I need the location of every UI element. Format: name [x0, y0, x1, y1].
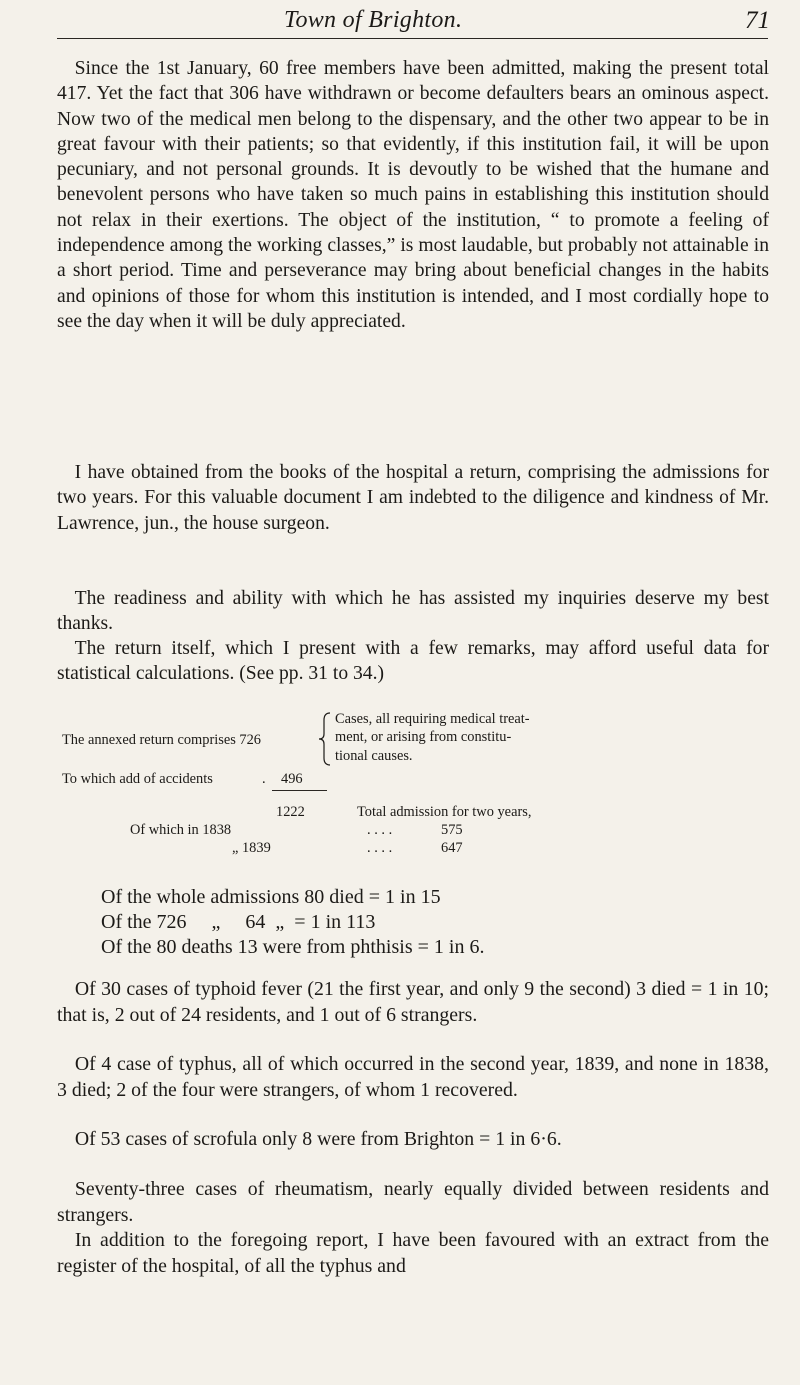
- return-note-line2: ment, or arising from constitu-: [335, 729, 512, 745]
- paragraph-thanks: The readiness and ability with which he has assisted my inquiries deserve my best thanks.: [57, 588, 769, 635]
- paragraph-register-extract: In addition to the foregoing report, I have been favoured with an extract from the register of the hospital, of all the typhus and: [57, 1229, 769, 1277]
- return-1839-value: 647: [441, 840, 463, 856]
- return-total-label: Total admission for two years,: [357, 804, 532, 820]
- return-1838-dots: . . . .: [367, 822, 393, 838]
- sum-rule: [272, 790, 327, 791]
- return-line-accidents-label: To which add of accidents: [62, 771, 213, 787]
- paragraph-return-remarks: The return itself, which I present with a few remarks, may afford useful data for statistical calculations. (See pp. 31 to 34.): [57, 638, 769, 685]
- paragraph-rheumatism: Seventy-three cases of rheumatism, nearly equally divided between residents and strangers.: [57, 1178, 769, 1226]
- page-header: [0, 5, 800, 45]
- paragraph-typhoid: Of 30 cases of typhoid fever (21 the first year, and only 9 the second) 3 died = 1 in 10; that is, 2 out of 24 residents, and 1 out of 6 strangers.: [57, 978, 769, 1026]
- return-line-accidents-value: 496: [281, 771, 303, 787]
- return-1838-label: Of which in 1838: [130, 822, 232, 838]
- return-total-value: 1222: [276, 804, 305, 820]
- return-1838-value: 575: [441, 822, 463, 838]
- paragraph-hospital-return: I have obtained from the books of the hospital a return, comprising the admissions for two years. For this valuable document I am indebted to the diligence and kindness of Mr. Lawrence, jun., the house surgeon.: [57, 462, 769, 534]
- brace-icon: [318, 712, 332, 766]
- paragraph-typhus: Of 4 case of typhus, all of which occurred in the second year, 1839, and none in 1838, 3 died; 2 of the four were strangers, of whom 1 recovered.: [57, 1053, 769, 1101]
- return-line-cases-label: The annexed return comprises 726: [62, 732, 262, 748]
- paragraph-scrofula: Of 53 cases of scrofula only 8 were from Brighton = 1 in 6·6.: [74, 1128, 562, 1150]
- return-note-line1: Cases, all requiring medical treat-: [335, 711, 530, 727]
- return-1839-label: „ 1839: [232, 840, 271, 856]
- mortality-line-1: Of the whole admissions 80 died = 1 in 15: [101, 886, 441, 908]
- paragraph-dispensary: Since the 1st January, 60 free members have been admitted, making the present total 417. Yet the fact that 306 have withdrawn or become defaulters bears an ominous aspect. Now two of the medical men belong to the dispensary, and the other two appear to be in great favour with their patients; so that evidently, if this institution fail, it will be upon pecuniary, and not personal grounds. It is devoutly to be wished that the humane and benevolent persons who have taken so much pains in establishing this institution should not relax in their exertions. The object of the institution, “ to promote a feeling of independence among the working classes,” is most laudable, but probably not attainable in a short period. Time and perseverance may bring about beneficial changes in the habits and opinions of those for whom this institution is intended, and I most cordially hope to see the day when it will be duly appreciated.: [57, 58, 769, 332]
- return-1839-dots: . . . .: [367, 840, 393, 856]
- mortality-line-2: Of the 726 „ 64 „ = 1 in 113: [101, 911, 376, 933]
- return-note-line3: tional causes.: [335, 748, 413, 764]
- header-rule: [57, 38, 768, 39]
- return-summary-table: [0, 710, 800, 856]
- running-title: Town of Brighton.: [284, 7, 463, 33]
- mortality-line-3: Of the 80 deaths 13 were from phthisis = 1 in 6.: [101, 936, 485, 958]
- return-line-accidents-dot: .: [262, 771, 266, 787]
- page-number: 71: [745, 7, 770, 34]
